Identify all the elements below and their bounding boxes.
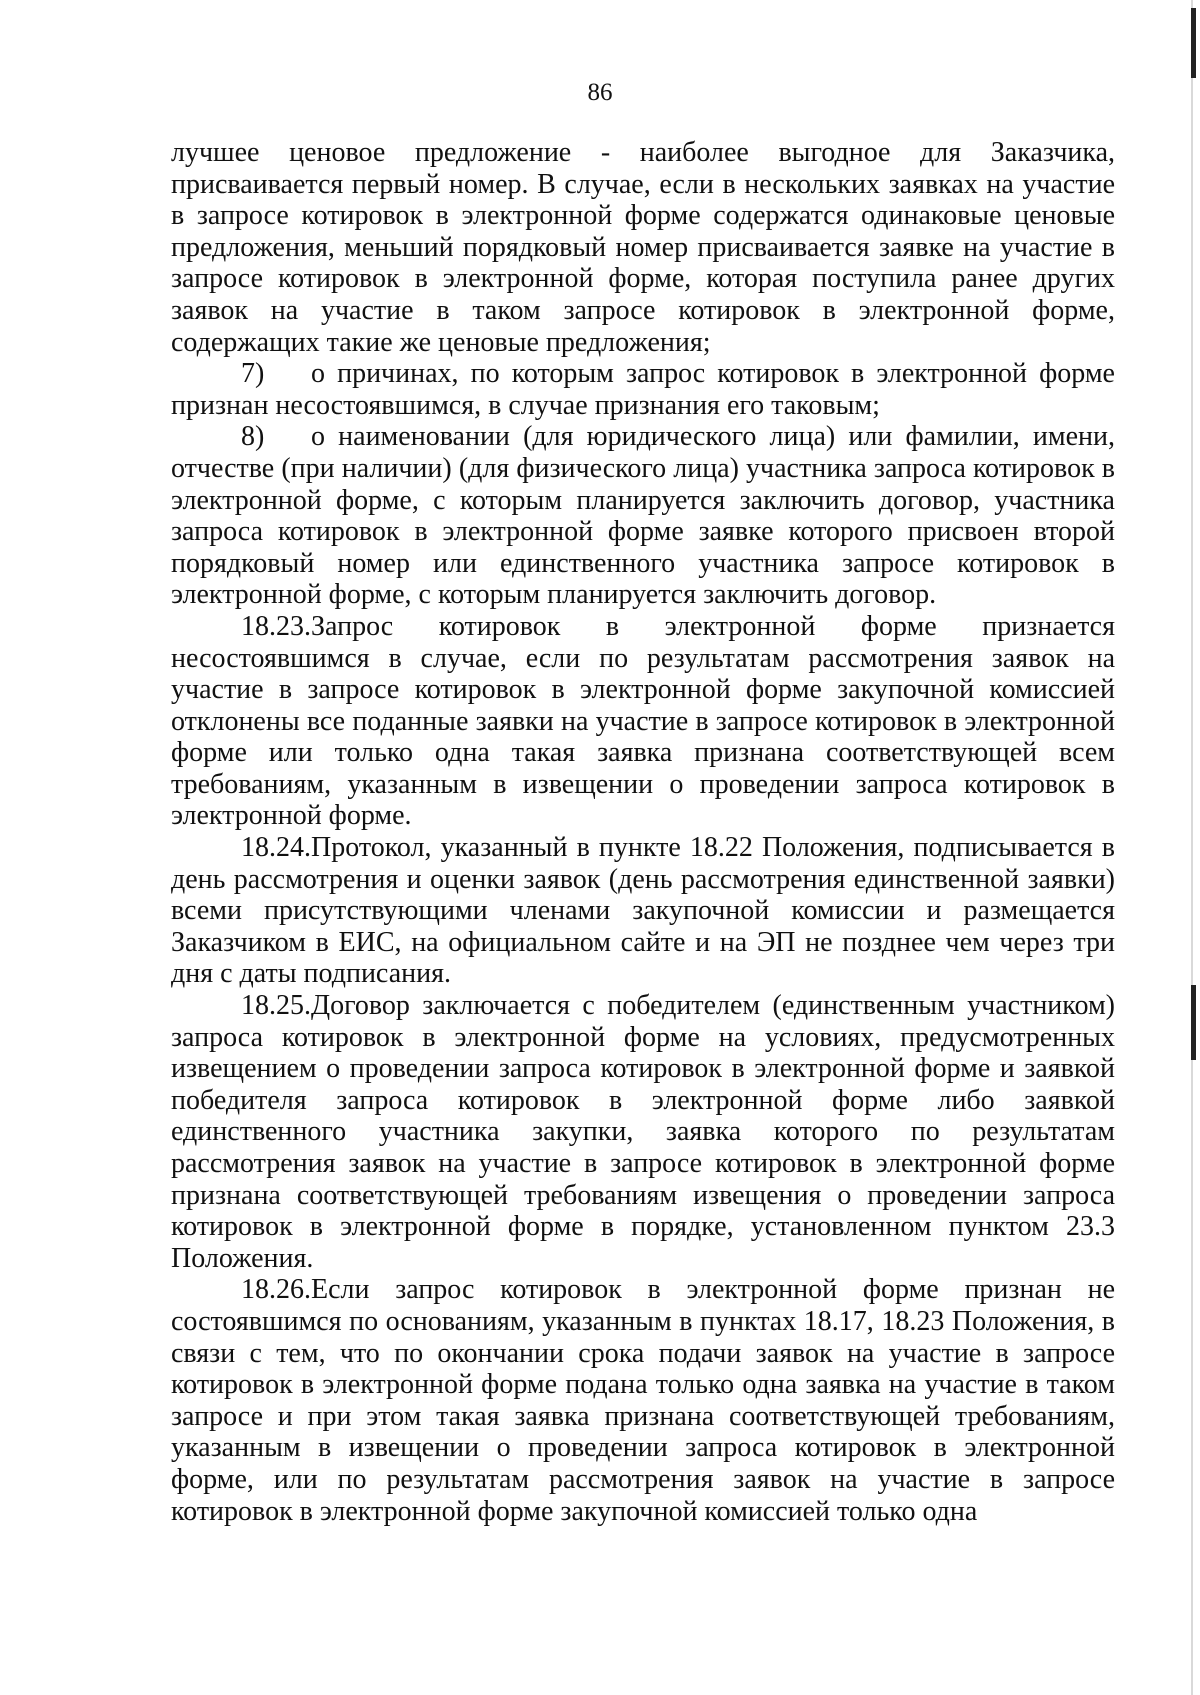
list-item-8 [171, 421, 1115, 611]
list-number: 7) [241, 358, 265, 390]
scan-edge-line [1191, 0, 1193, 1695]
paragraph-18-23: 18.23.Запрос котировок в электронной форме признается несостоявшимся в случае, если по результатам рассмотрения заявок на участие в запросе котировок в электронной форме закупочной комиссией отклонены все поданные заявки на участие в запросе котировок в электронной форме или только одна такая заявка признана соответствующей всем требованиям, указанным в извещении о проведении запроса котировок в электронной форме. [171, 610, 1115, 832]
page-number: 86 [587, 79, 613, 106]
scan-edge-mark [1191, 985, 1196, 1060]
paragraph-18-26: 18.26.Если запрос котировок в электронной форме признан не состоявшимся по основаниям, указанным в пунктах 18.17, 18.23 Положения, в связи с тем, что по окончании срока подачи заявок на участие в запросе котировок в электронной форме подана только одна заявка на участие в таком запросе и при этом такая заявка признана соответствующей требованиям, указанным в извещении о проведении запроса котировок в электронной форме, или по результатам рассмотрения заявок на участие в запросе котировок в электронной форме закупочной комиссией только одна [171, 1274, 1115, 1527]
scan-edge-mark [1191, 8, 1196, 78]
list-number: 8) [241, 421, 265, 453]
body-text [171, 137, 1115, 1527]
paragraph-18-25: 18.25.Договор заключается с победителем (единственным участником) запроса котировок в электронной форме на условиях, предусмотренных извещением о проведении запроса котировок в электронной форме и заявкой победителя запроса котировок в электронной форме либо заявкой единственного участника закупки, заявка которого по результатам рассмотрения заявок на участие в запросе котировок в электронной форме признана соответствующей требованиям извещения о проведении запроса котировок в электронной форме в порядке, установленном пунктом 23.3 Положения. [171, 990, 1115, 1274]
list-item-text: о наименовании (для юридического лица) или фамилии, имени, отчестве (при наличии) (для физического лица) участника запроса котировок в электронной форме, с которым планируется заключить договор, участника запроса котировок в электронной форме заявке которого присвоен второй порядковый номер или единственного участника запросе котировок в электронной форме, с которым планируется заключить договор. [171, 421, 1115, 611]
paragraph-continuation: лучшее ценовое предложение - наиболее выгодное для Заказчика, присваивается первый номер. В случае, если в нескольких заявках на участие в запросе котировок в электронной форме содержатся одинаковые ценовые предложения, меньший порядковый номер присваивается заявке на участие в запросе котировок в электронной форме, которая поступила ранее других заявок на участие в таком запросе котировок в электронной форме, содержащих такие же ценовые предложения; [171, 137, 1115, 358]
list-item-7 [171, 358, 1115, 421]
paragraph-18-24: 18.24.Протокол, указанный в пункте 18.22 Положения, подписывается в день рассмотрения и оценки заявок (день рассмотрения единственной заявки) всеми присутствующими членами закупочной комиссии и размещается Заказчиком в ЕИС, на официальном сайте и на ЭП не позднее чем через три дня с даты подписания. [171, 832, 1115, 990]
list-item-text: о причинах, по которым запрос котировок в электронной форме признан несостоявшимся, в случае признания его таковым; [171, 358, 1115, 421]
